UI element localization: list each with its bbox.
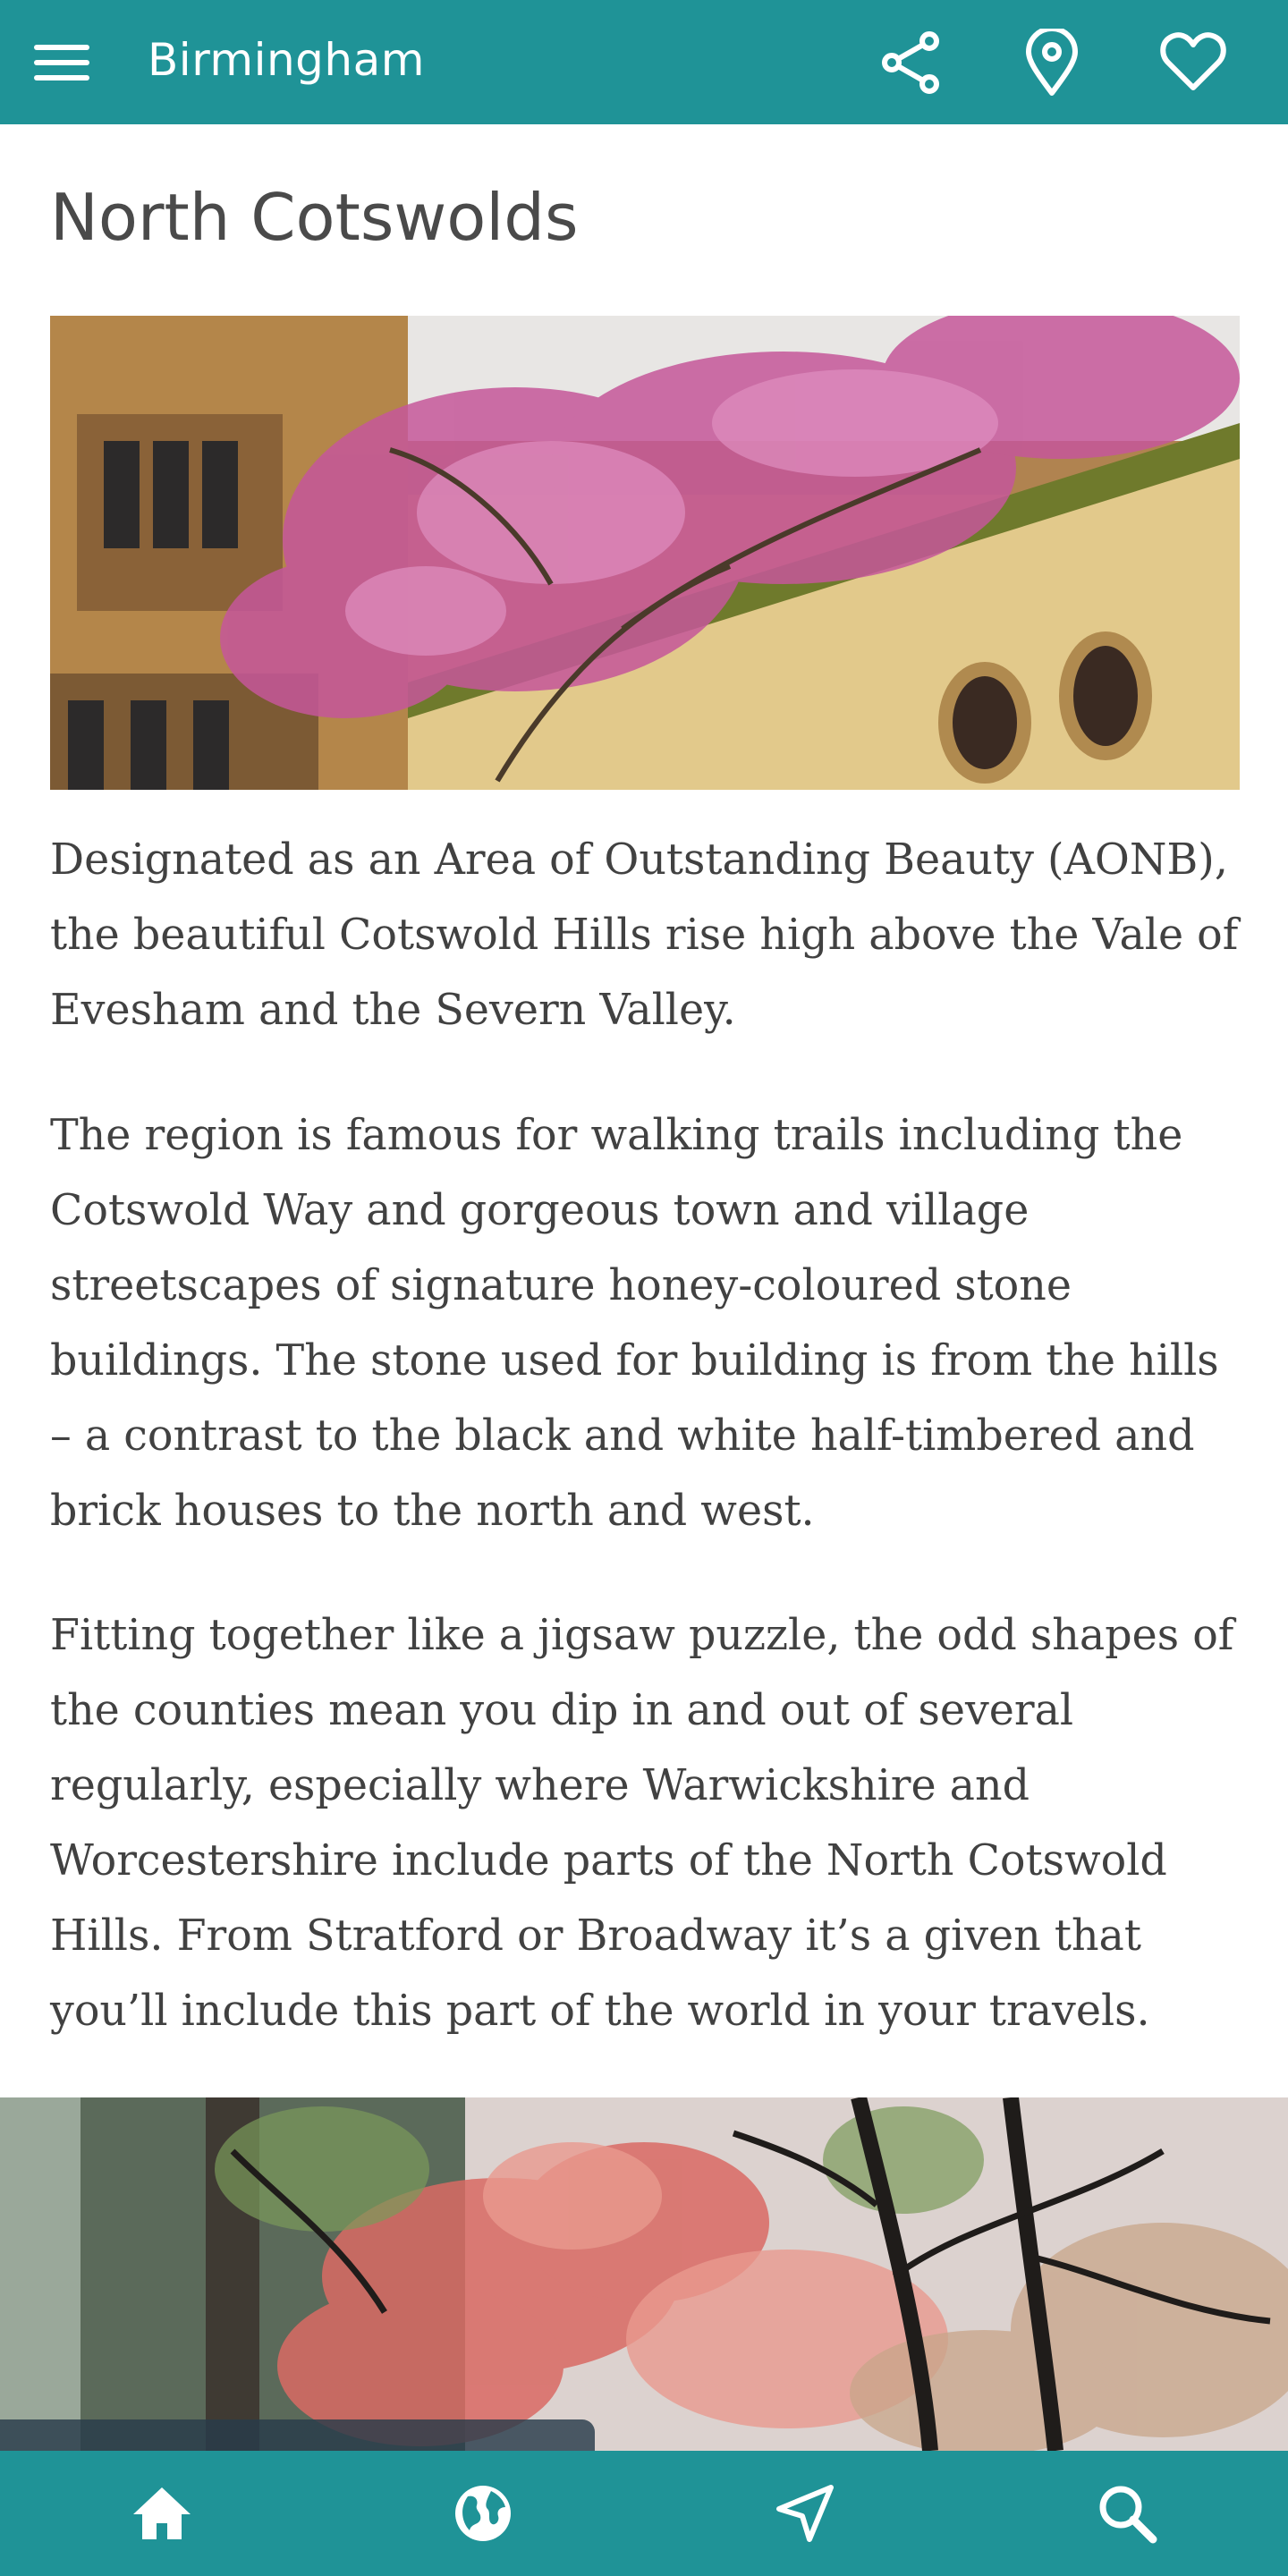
share-icon (879, 30, 944, 95)
hero-image-stone-house-blossom (50, 316, 1240, 790)
globe-icon (452, 2482, 514, 2545)
favorite-button[interactable] (1156, 25, 1231, 100)
share-button[interactable] (874, 25, 949, 100)
article-paragraph-1: Designated as an Area of Outstanding Beauty (AONB), the beautiful Cotswold Hills rise high above the Vale of Evesham and the Severn Valley. (50, 835, 1239, 1035)
hero-image-autumn-trees (0, 2097, 1288, 2451)
nav-explore-button[interactable] (445, 2476, 521, 2551)
article-paragraph-2: The region is famous for walking trails including the Cotswold Way and gorgeous town and village streetscapes of signature honey-coloured stone buildings. The stone used for building is from the hills – a contrast to the black and white half-timbered and brick houses to the north and west. (50, 1111, 1219, 1536)
app-title: Birmingham (148, 34, 425, 86)
bottom-navigation-bar (0, 2451, 1288, 2576)
heart-icon (1159, 32, 1227, 93)
page-title: North Cotswolds (50, 180, 579, 255)
nav-directions-button[interactable] (767, 2476, 843, 2551)
article-paragraph-3: Fitting together like a jigsaw puzzle, the odd shapes of the counties mean you dip in and out of several regularly, especially where Warwickshire and Worcestershire include parts of the North Cotswold Hills. From Stratford or Broadway it’s a given that you’ll include this part of the world in your travels. (50, 1611, 1234, 2036)
nav-search-button[interactable] (1089, 2476, 1165, 2551)
nav-home-button[interactable] (124, 2476, 199, 2551)
search-icon (1096, 2482, 1158, 2545)
menu-button[interactable] (30, 41, 93, 84)
map-location-button[interactable] (1014, 25, 1089, 100)
navigate-icon (774, 2482, 836, 2545)
map-pin-icon (1023, 29, 1080, 97)
home-icon (130, 2484, 194, 2543)
top-app-bar (0, 0, 1288, 124)
